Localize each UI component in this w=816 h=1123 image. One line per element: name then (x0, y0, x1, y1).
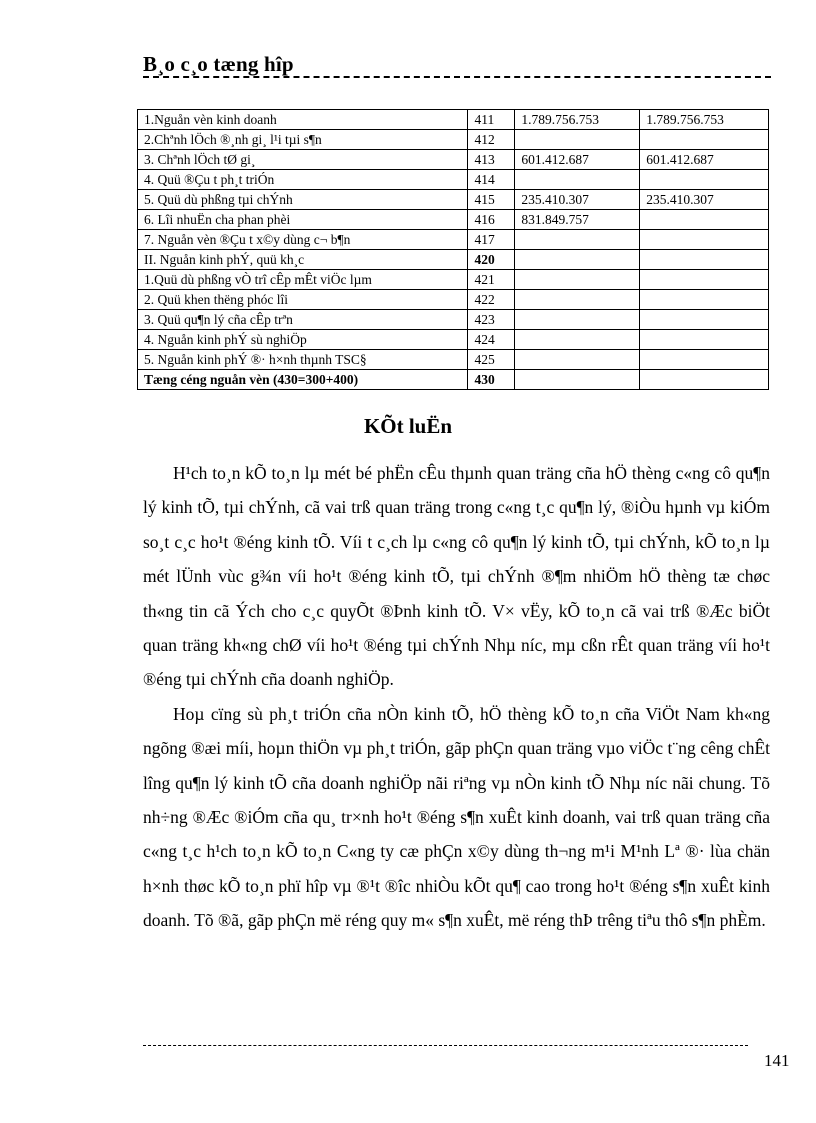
row-code: 430 (468, 370, 515, 390)
table-row (138, 210, 769, 230)
row-value-current: 831.849.757 (515, 210, 640, 230)
row-value-previous (640, 210, 769, 230)
row-label: 5. Nguån kinh phÝ ®· h×nh thµnh TSC§ (138, 350, 468, 370)
row-value-current: 1.789.756.753 (515, 110, 640, 130)
table-row (138, 290, 769, 310)
row-label: 3. Chªnh lÖch tØ gi¸ (138, 150, 468, 170)
row-value-previous (640, 130, 769, 150)
table-row (138, 350, 769, 370)
row-label: 2.Chªnh lÖch ®¸nh gi¸ l¹i tµi s¶n (138, 130, 468, 150)
row-label: 1.Nguån vèn kinh doanh (138, 110, 468, 130)
table-row (138, 310, 769, 330)
row-value-current (515, 230, 640, 250)
table-row (138, 330, 769, 350)
row-value-current: 601.412.687 (515, 150, 640, 170)
row-label: 1.Quü dù phßng vÒ trî cÊp mÊt viÖc lµm (138, 270, 468, 290)
row-value-previous (640, 310, 769, 330)
balance-table-body (138, 110, 769, 390)
row-value-previous (640, 370, 769, 390)
row-value-current (515, 170, 640, 190)
table-row (138, 250, 769, 270)
row-value-previous (640, 170, 769, 190)
row-value-previous: 235.410.307 (640, 190, 769, 210)
row-label: Tæng céng nguån vèn (430=300+400) (138, 370, 468, 390)
row-label: 3. Quü qu¶n lý cña cÊp trªn (138, 310, 468, 330)
row-value-current (515, 250, 640, 270)
row-value-current: 235.410.307 (515, 190, 640, 210)
header-title: B¸o c¸o tæng hîp (143, 52, 294, 76)
row-label: 4. Quü ®Çu t ph¸t triÓn (138, 170, 468, 190)
row-value-previous (640, 330, 769, 350)
page-number: 141 (764, 1051, 790, 1070)
paragraph: H¹ch to¸n kÕ to¸n lµ mét bé phËn cÊu thµnh quan träng cña hÖ thèng c«ng cô qu¶n lý kinh tÕ, tµi chÝnh, cã vai trß quan träng trong c«ng t¸c qu¶n lý, ®iÒu hµnh vµ kiÓm so¸t c¸c ho¹t ®éng kinh tÕ. Víi t c¸ch lµ c«ng cô qu¶n lý kinh tÕ, tµi chÝnh, kÕ to¸n lµ mét lÜnh vùc g¾n víi ho¹t ®éng kinh tÕ, tµi chÝnh ®¶m nhiÖm hÖ thèng tæ chøc th«ng tin cã Ých cho c¸c quyÕt ®Þnh kinh tÕ. V× vËy, kÕ to¸n cã vai trß ®Æc biÖt quan träng kh«ng chØ víi ho¹t ®éng tµi chÝnh Nhµ níc, mµ cßn rÊt quan träng víi ho¹t ®éng tµi chÝnh cña doanh nghiÖp. (143, 463, 770, 690)
row-value-previous (640, 230, 769, 250)
body-text (143, 456, 770, 938)
row-value-previous: 1.789.756.753 (640, 110, 769, 130)
table-row (138, 370, 769, 390)
row-value-current (515, 130, 640, 150)
section-title: KÕt luËn (363, 414, 453, 438)
row-value-current (515, 350, 640, 370)
row-code: 416 (468, 210, 515, 230)
table-row (138, 190, 769, 210)
row-value-current (515, 290, 640, 310)
row-code: 420 (468, 250, 515, 270)
table-row (138, 150, 769, 170)
row-value-current (515, 370, 640, 390)
row-code: 412 (468, 130, 515, 150)
footer-divider (143, 1045, 748, 1046)
row-code: 417 (468, 230, 515, 250)
row-label: 2. Quü khen thëng phóc lîi (138, 290, 468, 310)
row-code: 411 (468, 110, 515, 130)
row-label: 5. Quü dù phßng tµi chÝnh (138, 190, 468, 210)
row-code: 413 (468, 150, 515, 170)
row-value-current (515, 310, 640, 330)
balance-table (137, 109, 769, 390)
row-code: 414 (468, 170, 515, 190)
row-code: 415 (468, 190, 515, 210)
row-code: 425 (468, 350, 515, 370)
row-code: 422 (468, 290, 515, 310)
row-value-current (515, 270, 640, 290)
row-value-previous (640, 290, 769, 310)
row-code: 424 (468, 330, 515, 350)
table-row (138, 130, 769, 150)
paragraph: Hoµ cïng sù ph¸t triÓn cña nÒn kinh tÕ, hÖ thèng kÕ to¸n cña ViÖt Nam kh«ng ngõng ®æi míi, hoµn thiÖn vµ ph¸t triÓn, gãp phÇn quan träng vµo viÖc t¨ng cêng chÊt lîng qu¶n lý kinh tÕ cña doanh nghiÖp nãi riªng vµ nÒn kinh tÕ Nhµ níc nãi chung. Tõ nh÷ng ®Æc ®iÓm cña qu¸ tr×nh ho¹t ®éng s¶n xuÊt kinh doanh, vai trß quan träng cña c«ng t¸c h¹ch to¸n kÕ to¸n C«ng ty cæ phÇn x©y dùng th¬ng m¹i M¹nh Lª ®· lùa chän h×nh thøc kÕ to¸n phï hîp vµ ®¹t ®îc nhiÒu kÕt qu¶ cao trong ho¹t ®éng s¶n xuÊt kinh doanh. Tõ ®ã, gãp phÇn më réng quy m« s¶n xuÊt, më réng thÞ trêng tiªu thô s¶n phÈm. (143, 703, 770, 931)
row-code: 421 (468, 270, 515, 290)
table-row (138, 110, 769, 130)
row-value-previous: 601.412.687 (640, 150, 769, 170)
row-value-current (515, 330, 640, 350)
row-label: II. Nguån kinh phÝ, quü kh¸c (138, 250, 468, 270)
header-divider (143, 76, 771, 78)
row-value-previous (640, 250, 769, 270)
row-code: 423 (468, 310, 515, 330)
row-label: 7. Nguån vèn ®Çu t x©y dùng c¬ b¶n (138, 230, 468, 250)
table-row (138, 170, 769, 190)
row-label: 4. Nguån kinh phÝ sù nghiÖp (138, 330, 468, 350)
table-row (138, 230, 769, 250)
table-row (138, 270, 769, 290)
row-value-previous (640, 270, 769, 290)
row-label: 6. Lîi nhuËn cha phan phèi (138, 210, 468, 230)
row-value-previous (640, 350, 769, 370)
